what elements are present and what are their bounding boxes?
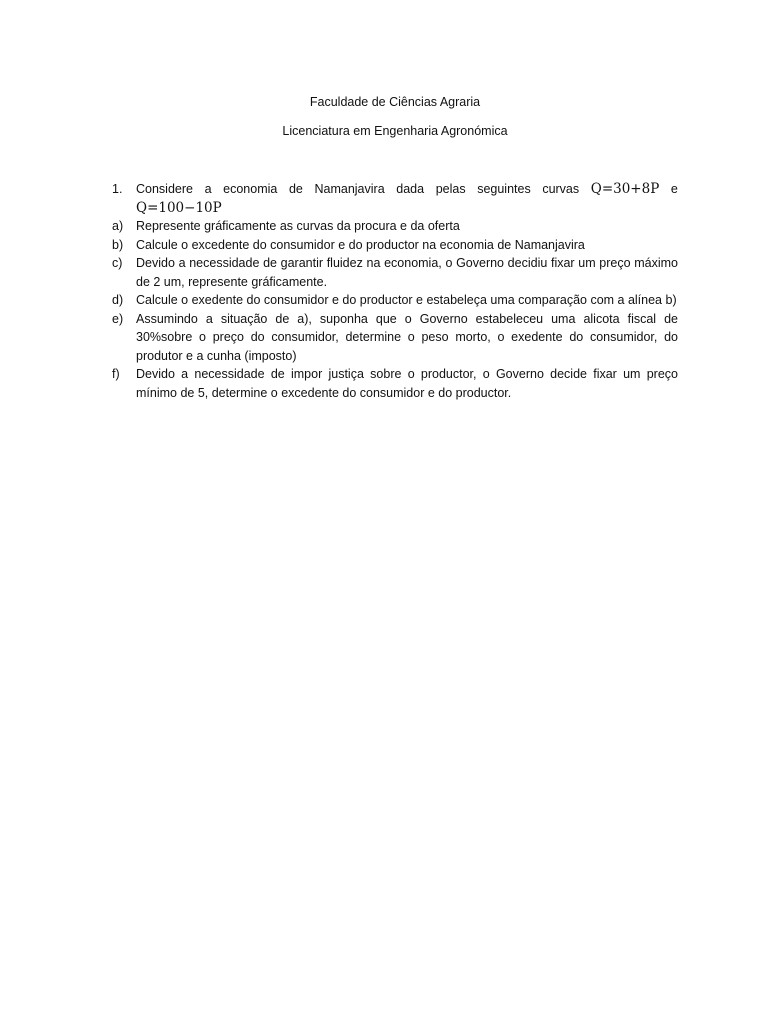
intro-word: pelas <box>435 182 466 196</box>
item-marker: d) <box>112 293 124 307</box>
item-marker: b) <box>112 237 124 252</box>
intro-word: de <box>288 182 303 196</box>
item-marker: f) <box>112 367 120 381</box>
item-marker: a) <box>112 219 124 233</box>
conjunction: e <box>670 182 678 196</box>
intro-word: Considere <box>136 182 193 196</box>
supply-equation: Q=30+8P <box>590 181 660 197</box>
item-text: Calcule o excedente do consumidor e do productor na economia de Namanjavira <box>136 237 585 252</box>
sub-item-f <box>112 365 678 402</box>
sub-item-c <box>112 254 678 291</box>
intro-word: a <box>204 182 212 196</box>
course-heading: Licenciatura em Engenharia Agronómica <box>282 124 508 138</box>
intro-word: seguintes <box>477 182 531 196</box>
intro-word: dada <box>396 182 425 196</box>
sub-item-b <box>112 236 678 255</box>
question-number: 1. <box>112 182 123 196</box>
item-text: Represente gráficamente as curvas da procura e da oferta <box>136 219 460 233</box>
item-marker: c) <box>112 256 123 270</box>
sub-item-e <box>112 310 678 366</box>
item-text: Devido a necessidade de impor justiça sobre o productor, o Governo decide fixar um preço mínimo de 5, determine o excedente do consumidor e do productor. <box>136 367 678 400</box>
institution-heading: Faculdade de Ciências Agraria <box>309 95 481 109</box>
intro-word: curvas <box>542 182 580 196</box>
question-1 <box>112 180 678 217</box>
item-text: Assumindo a situação de a), suponha que o Governo estabeleceu uma alicota fiscal de 30%sobre o preço do consumidor, determine o peso morto, o exedente do consumidor, do produtor e a cunha (imposto) <box>136 311 678 363</box>
sub-item-d <box>112 291 678 310</box>
item-text: Devido a necessidade de garantir fluidez na economia, o Governo decidiu fixar um preço máximo de 2 um, represente gráficamente. <box>136 256 678 289</box>
item-marker: e) <box>112 311 124 326</box>
sub-item-a <box>112 217 678 236</box>
question-intro <box>136 180 678 217</box>
intro-word: economia <box>223 182 278 196</box>
intro-word: Namanjavira <box>314 182 385 196</box>
exercise-list <box>112 180 678 402</box>
question-intro-line <box>136 180 678 199</box>
item-text: Calcule o exedente do consumidor e do productor e estabeleça uma comparação com a alínea b) <box>136 293 677 307</box>
demand-equation: Q=100−10P <box>136 199 222 216</box>
